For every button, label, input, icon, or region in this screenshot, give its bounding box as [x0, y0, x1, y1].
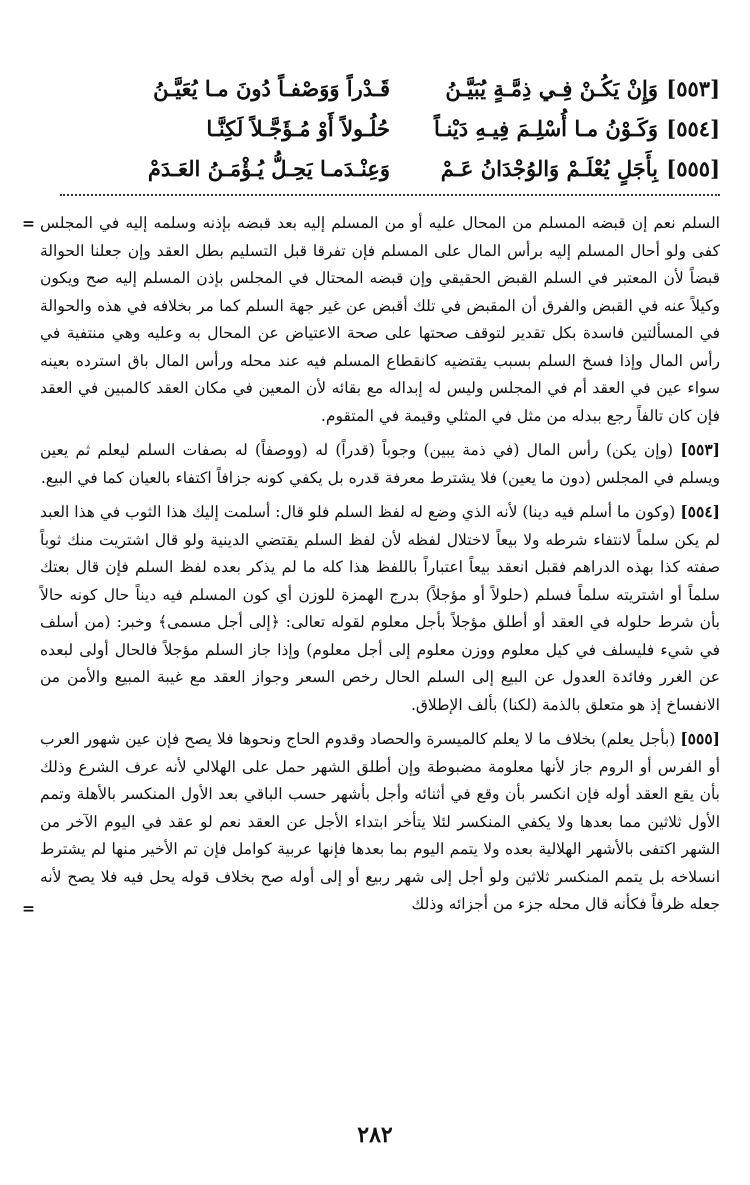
paragraph-553 — [40, 436, 720, 492]
intro-paragraph: السلم نعم إن قبضه المسلم من المحال عليه أو من المسلم إليه بعد قبضه بإذنه وسلمه إليه في المجلس كفى ولو أحال المسلم إليه برأس المال على المسلم فإن تفرقا قبل التسليم بطل العقد وإن جعلنا الحوالة قبضاً لأن المعتبر في السلم القبض الحقيقي وإن قبضه المحتال في المجلس بإذن المسلم إليه صح ويكون وكيلاً عنه في القبض والفرق أن المقبض في تلك أقبض عن غير جهة السلم كما مر بخلافه في هذه والحوالة في المسألتين فاسدة بكل تقدير لتوقف صحتها على صحة الاعتياض عن المحال به وعليه وهي منتفية في رأس المال وإذا فسخ السلم بسبب يقتضيه كانقطاع المسلم فيه عند محله ورأس المال باق استرده بعينه سواء عين في العقد أم في المجلس وليس له إبداله مع بقائه لأن المعين في مكان العقد كالمبين في العقد فإن كان تالفاً رجع ببدله من مثل في المثلي وقيمة في المتقوم. — [40, 214, 720, 425]
verse-first-hemistich: وَكَـوْنُ مـا أُسْلِـمَ فِيـهِ دَيْنـاً — [434, 116, 658, 141]
verse-second-hemistich: حُلُـولاً أَوْ مُـؤَجَّـلاً لَكِنَّـا — [206, 116, 390, 141]
verse-number: [٥٥٥] — [666, 156, 720, 181]
paragraph-number: [٥٥٣] — [680, 440, 720, 459]
paragraph-text: (وإن يكن) رأس المال (في ذمة يبين) وجوباً (قدراً) له (ووصفاً) له بصفات السلم ليعلم ثم يعين ويسلم في المجلس (دون ما يعين) فلا يشترط معرفة قدره بل يكفي كونه جزافاً اكتفاء بالعيان كما في البيع. — [40, 441, 720, 487]
verse-number: [٥٥٣] — [666, 76, 720, 101]
paragraph-text: (بأجل يعلم) بخلاف ما لا يعلم كالميسرة والحصاد وقدوم الحاج ونحوها فلا يصح فإن عين شهور العرب أو الفرس أو الروم جاز لأنها معلومة مضبوطة وإن أطلق الشهر حمل على الهلالي لأنه عرف الشرع وذلك بأن يقع العقد أوله فإن انكسر بأن وقع في أثنائه وأجل بأشهر حسب الباقي بعد الأول المنكسر بالأهلة وتمم الأول ثلاثين مما بعدها ولا يكفي المنكسر لئلا يتأخر ابتداء الأجل عن العقد نعم لو عقد في اليوم الآخر من الشهر اكتفى بالأشهر الهلالية بعده ولا يتمم اليوم بما بعدها فإنها عربية كوامل فإن تم الأخير منها لم يشترط انسلاخه بل يتمم المنكسر ثلاثين ولو أجل إلى شهر ربيع أو إلى أوله صح بخلاف قوله يحل فيه فلا يصح لأنه جعله ظرفاً فكأنه قال محله جزء من أجزائه وذلك — [40, 730, 720, 913]
verse-first-hemistich: بِأَجَلٍ يُعْلَـمْ وَالوُجْدَانُ عَـمْ — [440, 156, 658, 181]
verse-first-hemistich: وَإِنْ يَكُـنْ فِـي ذِمَّـةٍ يُبَيَّـنُ — [445, 76, 658, 101]
paragraph-554 — [40, 498, 720, 719]
verse-block — [40, 70, 720, 190]
verse-number: [٥٥٤] — [666, 116, 720, 141]
verse-row — [40, 110, 720, 148]
page — [22, 70, 720, 918]
verse-row — [40, 70, 720, 108]
continuation-mark-bottom: = — [22, 899, 35, 918]
verse-second-hemistich: قَـدْراً وَوَصْفـاً دُونَ مـا يُعَيَّـنُ — [153, 76, 390, 101]
paragraph-555 — [40, 725, 720, 919]
paragraph-number: [٥٥٤] — [680, 502, 720, 521]
dotted-separator — [60, 194, 720, 196]
paragraph-number: [٥٥٥] — [680, 729, 720, 748]
continuation-mark-top: = — [22, 214, 35, 233]
verse-row — [40, 150, 720, 188]
page-number: ٢٨٢ — [357, 1122, 393, 1148]
commentary — [22, 210, 720, 925]
verse-second-hemistich: وَعِنْـدَمـا يَحِـلُّ يُـؤْمَـنُ العَـدَمْ — [147, 156, 390, 181]
paragraph-text: (وكون ما أسلم فيه دينا) لأنه الذي وضع له لفظ السلم فلو قال: أسلمت إليك هذا الثوب في هذا العبد لم يكن سلماً لانتفاء شرطه ولا بيعاً لاختلال لفظه لأن لفظ السلم يقتضي الدينية ولو قال اشتريت منك ثوباً صفته كذا بهذه الدراهم فقبل انعقد بيعاً اعتباراً باللفظ هذا كله ما لم يذكر بعده لفظ السلم فإن قال بعتك سلماً أو اشتريته سلماً فسلم (حلولاً أو مؤجلاً) بدرج الهمزة للوزن أي كون المسلم فيه ديناً حال كونه حالاً بأن شرط حلوله في العقد أو أطلق مؤجلاً بأجل معلوم لقوله تعالى: ﴿إلى أجل مسمى﴾ وخبر: (من أسلف في شيء فليسلف في كيل معلوم ووزن معلوم إلى أجل معلوم) وإذا جاز السلم مؤجلاً فالحال أولى لبعده عن الغرر وفائدة العدول عن البيع إلى السلم الحال رخص السعر وجواز العقد مع غيبة المبيع والأمن من الانفساخ إذ هو متعلق بالذمة (لكنا) بألف الإطلاق. — [40, 503, 720, 714]
